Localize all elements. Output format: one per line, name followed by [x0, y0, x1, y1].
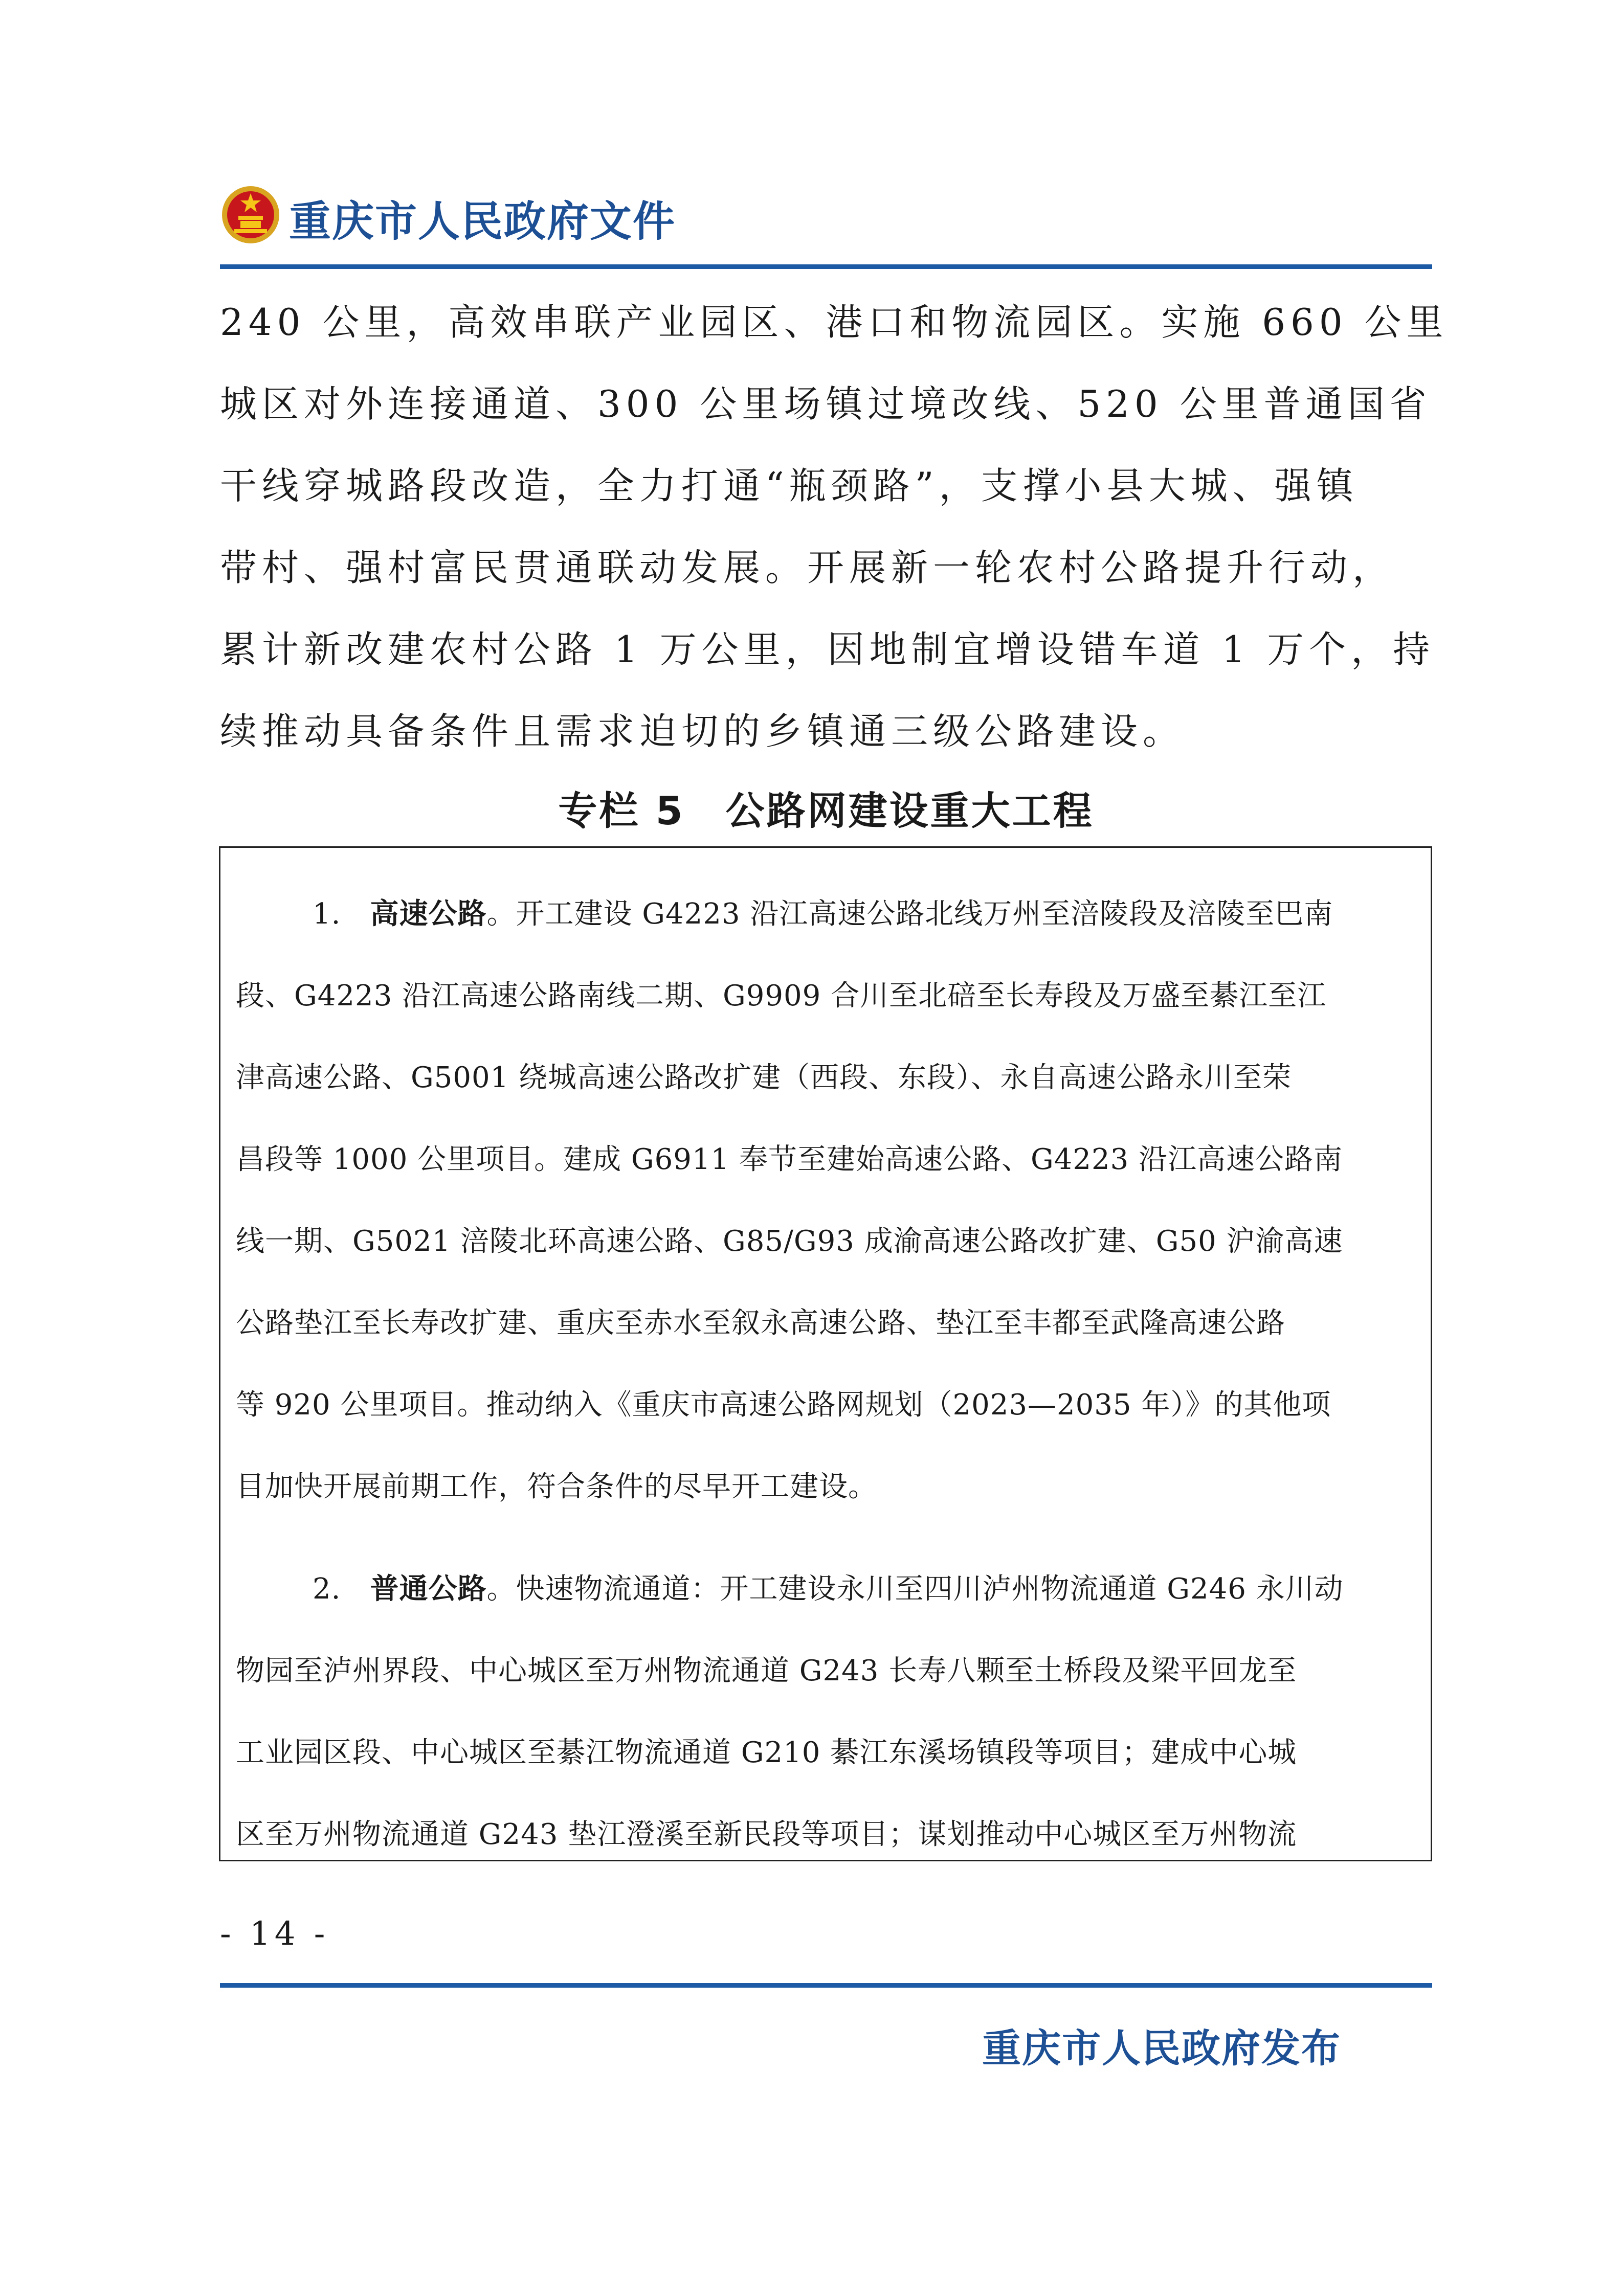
- item-2-first-line: [236, 1569, 1417, 1651]
- body-line: 续推动具备条件且需求迫切的乡镇通三级公路建设。: [220, 710, 1185, 753]
- item-1-line: 段、G4223 沿江高速公路南线二期、G9909 合川至北碚至长寿段及万盛至綦江至江: [236, 979, 1327, 1012]
- footer-divider: [220, 1983, 1432, 1988]
- document-header: [220, 179, 1432, 271]
- column-box-content: [236, 894, 1417, 1896]
- footer-publisher: 重庆市人民政府发布: [982, 2025, 1341, 2071]
- body-line: 累计新改建农村公路 1 万公里，因地制宜增设错车道 1 万个，持: [220, 628, 1435, 671]
- item-1-first-line: [236, 894, 1417, 976]
- body-line: 干线穿城路段改造，全力打通“瓶颈路”，支撑小县大城、强镇: [220, 464, 1359, 507]
- item-2-line: 工业园区段、中心城区至綦江物流通道 G210 綦江东溪场镇段等项目；建成中心城: [236, 1736, 1297, 1769]
- page-number: - 14 -: [220, 1915, 329, 1953]
- column-box-title: 专栏 5 公路网建设重大工程: [558, 788, 1094, 834]
- item-2-heading: 普通公路: [370, 1572, 487, 1606]
- item-1-line: 津高速公路、G5001 绕城高速公路改扩建（西段、东段）、永自高速公路永川至荣: [236, 1061, 1292, 1094]
- item-2-line: 区至万州物流通道 G243 垫江澄溪至新民段等项目；谋划推动中心城区至万州物流: [236, 1818, 1297, 1851]
- header-title: 重庆市人民政府文件: [289, 197, 676, 246]
- item-1-line: 线一期、G5021 涪陵北环高速公路、G85/G93 成渝高速公路改扩建、G50 沪渝高速: [236, 1225, 1343, 1258]
- item-2-number: 2.: [313, 1572, 341, 1606]
- body-line: 带村、强村富民贯通联动发展。开展新一轮农村公路提升行动，: [220, 546, 1395, 589]
- body-paragraph: [220, 294, 1449, 785]
- header-divider: [220, 264, 1432, 269]
- item-2-line: 物园至泸州界段、中心城区至万州物流通道 G243 长寿八颗至土桥段及梁平回龙至: [236, 1654, 1297, 1687]
- item-1-number: 1.: [313, 897, 341, 931]
- item-1-line: 昌段等 1000 公里项目。建成 G6911 奉节至建始高速公路、G4223 沿江高速公路南: [236, 1143, 1343, 1176]
- body-line: 240 公里，高效串联产业园区、港口和物流园区。实施 660 公里: [220, 301, 1449, 344]
- item-1-heading: 高速公路: [370, 897, 487, 931]
- national-emblem-icon: [220, 184, 281, 245]
- body-line: 城区对外连接通道、300 公里场镇过境改线、520 公里普通国省: [220, 382, 1432, 425]
- item-2-text: 。快速物流通道：开工建设永川至四川泸州物流通道 G246 永川动: [486, 1572, 1344, 1606]
- item-1-text: 。开工建设 G4223 沿江高速公路北线万州至涪陵段及涪陵至巴南: [486, 897, 1333, 931]
- item-1-line: 目加快开展前期工作，符合条件的尽早开工建设。: [236, 1470, 877, 1503]
- column-box: [219, 846, 1432, 1861]
- item-1-line: 公路垫江至长寿改扩建、重庆至赤水至叙永高速公路、垫江至丰都至武隆高速公路: [236, 1307, 1285, 1340]
- item-1-line: 等 920 公里项目。推动纳入《重庆市高速公路网规划（2023—2035 年）》的其他项: [236, 1388, 1331, 1422]
